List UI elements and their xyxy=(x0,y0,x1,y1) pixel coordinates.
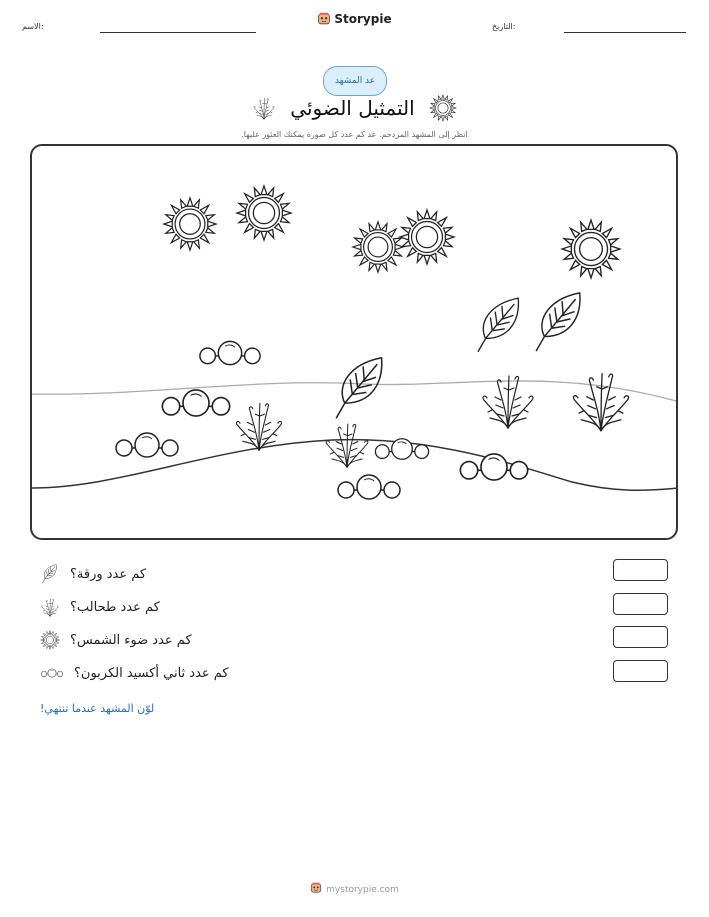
sun-icon xyxy=(429,94,457,122)
leaf-icon xyxy=(478,298,519,352)
sun-icon xyxy=(237,186,291,240)
algae-icon xyxy=(326,424,368,467)
scene-illustration xyxy=(32,146,678,540)
footer xyxy=(0,882,709,895)
storypie-logo-icon xyxy=(317,12,331,26)
brand-logo xyxy=(0,12,709,26)
co2-molecule-icon xyxy=(116,433,178,457)
subtitle: انظر إلى المشهد المزدحم. عد كم عدد كل صورة يمكنك العثور عليها. xyxy=(241,130,468,139)
name-field-line[interactable] xyxy=(100,32,256,33)
name-label: الاسم: xyxy=(22,22,44,31)
footer-url: mystorypie.com xyxy=(326,885,399,895)
activity-badge: عد المشهد xyxy=(323,66,387,96)
question-sun xyxy=(40,628,340,652)
leaf-icon xyxy=(536,293,580,351)
leaf-icon xyxy=(40,564,60,584)
answer-box-algae[interactable] xyxy=(613,593,668,615)
answer-box-co2[interactable] xyxy=(613,660,668,682)
sun-icon xyxy=(40,630,60,650)
co2-molecule-icon xyxy=(200,341,260,364)
question-text: كم عدد ضوء الشمس؟ xyxy=(70,632,192,648)
question-text: كم عدد ورقة؟ xyxy=(70,566,147,582)
leaf-icon xyxy=(336,358,382,418)
co2-molecule-icon xyxy=(375,439,428,460)
date-label: التاريخ: xyxy=(492,22,516,31)
algae-icon xyxy=(483,376,533,428)
co2-molecule-icon xyxy=(162,390,229,416)
answer-box-sun[interactable] xyxy=(613,626,668,648)
date-field-line[interactable] xyxy=(564,32,686,33)
algae-icon xyxy=(236,403,281,450)
question-text: كم عدد طحالب؟ xyxy=(70,599,160,615)
sun-icon xyxy=(400,210,454,264)
co2-molecule-icon xyxy=(460,454,527,480)
algae-icon xyxy=(40,597,60,617)
question-algae xyxy=(40,595,340,619)
brand-name: Storypie xyxy=(334,12,392,26)
co2-molecule-icon xyxy=(338,475,400,499)
scene-frame xyxy=(30,144,678,540)
storypie-logo-icon xyxy=(310,882,322,894)
sun-icon xyxy=(562,220,620,278)
question-leaf xyxy=(40,562,340,586)
title-row xyxy=(0,94,709,122)
co2-molecule-icon xyxy=(40,663,64,683)
question-co2 xyxy=(40,661,340,685)
algae-icon xyxy=(252,96,276,120)
color-instruction: لوّن المشهد عندما تنتهي! xyxy=(40,702,155,715)
algae-icon xyxy=(573,374,628,431)
question-text: كم عدد ثاني أكسيد الكربون؟ xyxy=(74,665,229,681)
page-title: التمثيل الضوئي xyxy=(290,96,415,120)
answer-box-leaf[interactable] xyxy=(613,559,668,581)
sun-icon xyxy=(353,222,403,272)
sun-icon xyxy=(164,198,216,250)
